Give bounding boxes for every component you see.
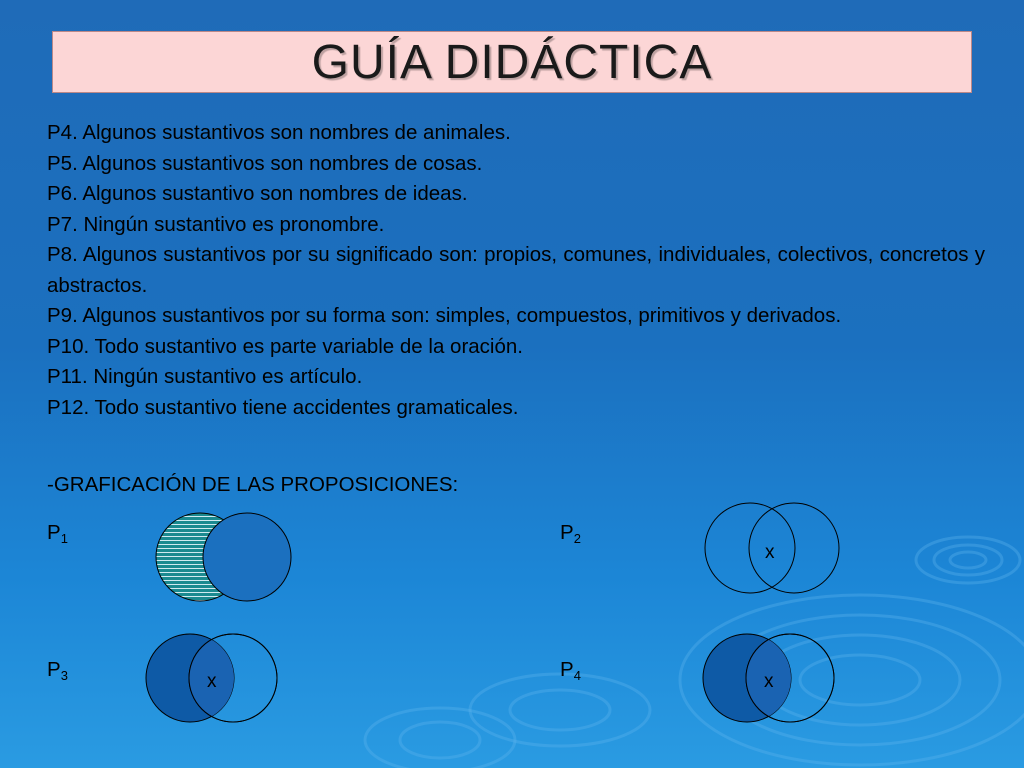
label-sub: 2 xyxy=(573,531,581,546)
proposition-item: P7. Ningún sustantivo es pronombre. xyxy=(47,212,385,236)
proposition-item: P8. Algunos sustantivos por su significado son: propios, comunes, individuales, colectivos, concretos y abstractos. xyxy=(47,243,985,297)
label-main: P xyxy=(47,521,61,544)
proposition-item: P6. Algunos sustantivo son nombres de ideas. xyxy=(47,182,468,205)
label-main: P xyxy=(560,658,574,681)
proposition-item: P12. Todo sustantivo tiene accidentes gramaticales. xyxy=(47,395,519,419)
venn-p2 xyxy=(705,503,839,593)
proposition-item: P5. Algunos sustantivos son nombres de cosas. xyxy=(47,151,483,175)
venn-circle-right xyxy=(203,513,291,601)
intersection-mark: x xyxy=(764,671,774,692)
label-sub: 1 xyxy=(60,531,68,546)
page-title: GUÍA DIDÁCTICA xyxy=(311,36,713,89)
label-main: P xyxy=(47,658,61,681)
venn-circle-right xyxy=(749,503,839,593)
label-sub: 3 xyxy=(60,668,68,683)
venn-circle-left xyxy=(705,503,795,593)
proposition-item: P10. Todo sustantivo es parte variable de la oración. xyxy=(47,334,523,358)
venn-p3 xyxy=(146,634,277,722)
venn-p1 xyxy=(156,513,291,601)
intersection-mark: x xyxy=(765,542,775,563)
proposition-item: P11. Ningún sustantivo es artículo. xyxy=(47,365,363,388)
label-main: P xyxy=(560,521,574,544)
label-sub: 4 xyxy=(573,668,581,683)
proposition-item: P9. Algunos sustantivos por su forma son: simples, compuestos, primitivos y derivados. xyxy=(47,304,842,327)
intersection-mark: x xyxy=(207,671,217,692)
venn-p4 xyxy=(703,634,834,722)
proposition-item: P4. Algunos sustantivos son nombres de animales. xyxy=(47,121,511,144)
graph-heading: -GRAFICACIÓN DE LAS PROPOSICIONES: xyxy=(47,473,459,496)
